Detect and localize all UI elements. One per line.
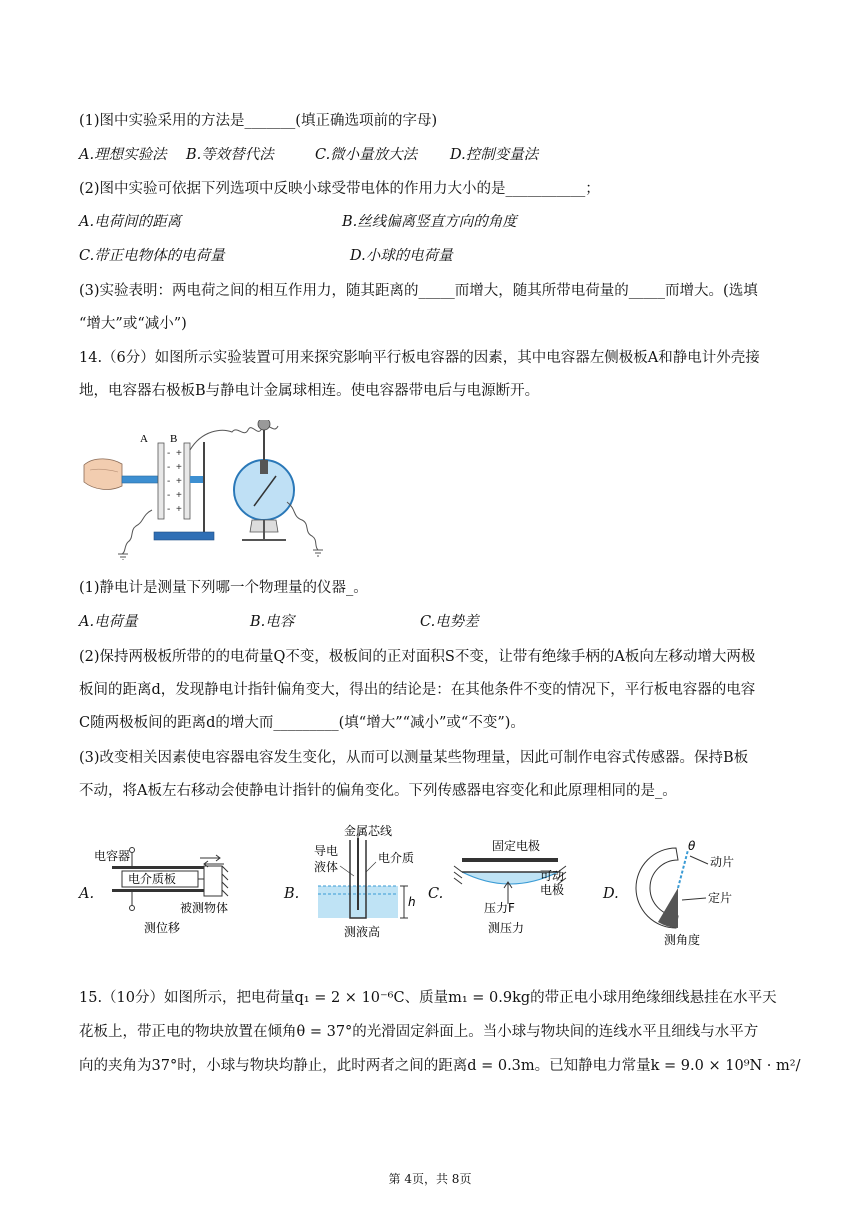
sensor-b-label-conductive: 导电 [314,844,339,858]
svg-text:+: + [176,490,182,501]
sensor-c-caption: 测压力 [488,921,525,935]
q13-p2-opt-b: B.丝线偏离竖直方向的角度 [342,214,517,230]
sensor-c-label-fixed: 固定电极 [492,839,541,853]
sensor-d-label-moving: 动片 [710,855,735,869]
q13-opt-b: B.等效替代法 [186,147,274,163]
svg-text:-: - [167,462,171,473]
plate-a-label: A [140,433,148,445]
q14-opt-b: B.电容 [250,614,295,630]
q13-p2-opt-d: D.小球的电荷量 [350,248,453,264]
svg-text:+: + [176,504,182,515]
sensor-b-figure [300,822,430,942]
sensor-c-label-force: 压力F [484,901,515,915]
q14-part2-line3: C随两极板间的距离d的增大而_________(填“增大”“减小”或“不变”)。 [79,715,525,731]
sensor-d-caption: 测角度 [664,933,701,947]
q14-part2-line1: (2)保持两极板所带的的电荷量Q不变，极板间的正对面积S不变，让带有绝缘手柄的A板向左移动增大两极 [79,649,756,665]
capacitor-electrometer-figure [82,420,342,560]
sensor-d-letter: D. [603,886,619,902]
sensor-c-letter: C. [428,886,444,902]
q14-opt-a: A.电荷量 [79,614,138,630]
q14-part2-line2: 板间的距离d，发现静电计指针偏角变大，得出的结论是：在其他条件不变的情况下，平行板电容器的电容 [79,682,756,698]
sensor-a-letter: A. [79,886,95,902]
q13-opt-c: C.微小量放大法 [315,147,418,163]
q15-line3: 向的夹角为37°时，小球与物块均静止，此时两者之间的距离d = 0.3m。已知静电力常量k = 9.0 × 10⁹N · m²/ [79,1058,801,1074]
q14-opt-c: C.电势差 [420,614,479,630]
q13-p2-opt-a: A.电荷间的距离 [79,214,182,230]
svg-text:-: - [167,490,171,501]
svg-text:-: - [167,504,171,515]
sensor-b-label-core: 金属芯线 [344,824,393,838]
sensor-b-label-dielectric: 电介质 [378,851,415,865]
svg-text:-: - [167,448,171,459]
sensor-c-figure [448,836,588,936]
svg-text:+: + [176,448,182,459]
sensor-a-figure [92,840,272,940]
q13-part1: (1)图中实验采用的方法是_______(填正确选项前的字母) [79,113,438,129]
q13-p2-opt-c: C.带正电物体的电荷量 [79,248,225,264]
sensor-a-caption: 测位移 [144,921,181,935]
q13-part3-line1: (3)实验表明：两电荷之间的相互作用力，随其距离的_____而增大，随其所带电荷量的_____而增大。(选填 [79,283,758,299]
sensor-b-caption: 测液高 [344,925,381,939]
q14-heading-line2: 地，电容器右极板B与静电计金属球相连。使电容器带电后与电源断开。 [79,383,540,399]
q13-opt-a: A.理想实验法 [79,147,167,163]
q14-heading-line1: 14.（6分）如图所示实验装置可用来探究影响平行板电容器的因素，其中电容器左侧极板A和静电计外壳接 [79,350,760,366]
svg-text:+: + [176,462,182,473]
plate-b-label: B [170,433,178,445]
q13-part3-line2: “增大”或“减小”) [79,316,187,332]
sensor-b-letter: B. [284,886,300,902]
q14-part1: (1)静电计是测量下列哪一个物理量的仪器_。 [79,580,368,596]
sensor-a-label-object: 被测物体 [180,901,229,915]
sensor-a-label-dielectric: 电介质板 [128,872,177,886]
q13-part2: (2)图中实验可依据下列选项中反映小球受带电体的作用力大小的是___________； [79,181,600,197]
q15-line2: 花板上，带正电的物块放置在倾角θ = 37°的光滑固定斜面上。当小球与物块间的连线水平且细线与水平方 [79,1024,759,1040]
sensor-d-figure [618,834,758,950]
sensor-b-label-liquid: 液体 [314,860,339,874]
q14-part3-line1: (3)改变相关因素使电容器电容发生变化，从而可以测量某些物理量，因此可制作电容式传感器。保持B板 [79,750,749,766]
sensor-c-label-electrode: 电极 [540,883,565,897]
sensor-b-label-h: h [408,895,416,909]
q13-opt-d: D.控制变量法 [450,147,539,163]
svg-text:+: + [176,476,182,487]
q14-part3-line2: 不动，将A板左右移动会使静电计指针的偏角变化。下列传感器电容变化和此原理相同的是_。 [79,783,677,799]
sensor-d-label-theta: θ [688,839,696,853]
q15-line1: 15.（10分）如图所示，把电荷量q₁ = 2 × 10⁻⁶C、质量m₁ = 0.9kg的带正电小球用绝缘细线悬挂在水平天 [79,990,777,1006]
page-footer: 第 4页，共 8页 [388,1172,472,1186]
sensor-c-label-movable: 可动 [540,869,565,883]
sensor-a-label-capacitor: 电容器 [94,849,131,863]
sensor-d-label-fixed: 定片 [708,891,733,905]
svg-text:-: - [167,476,171,487]
